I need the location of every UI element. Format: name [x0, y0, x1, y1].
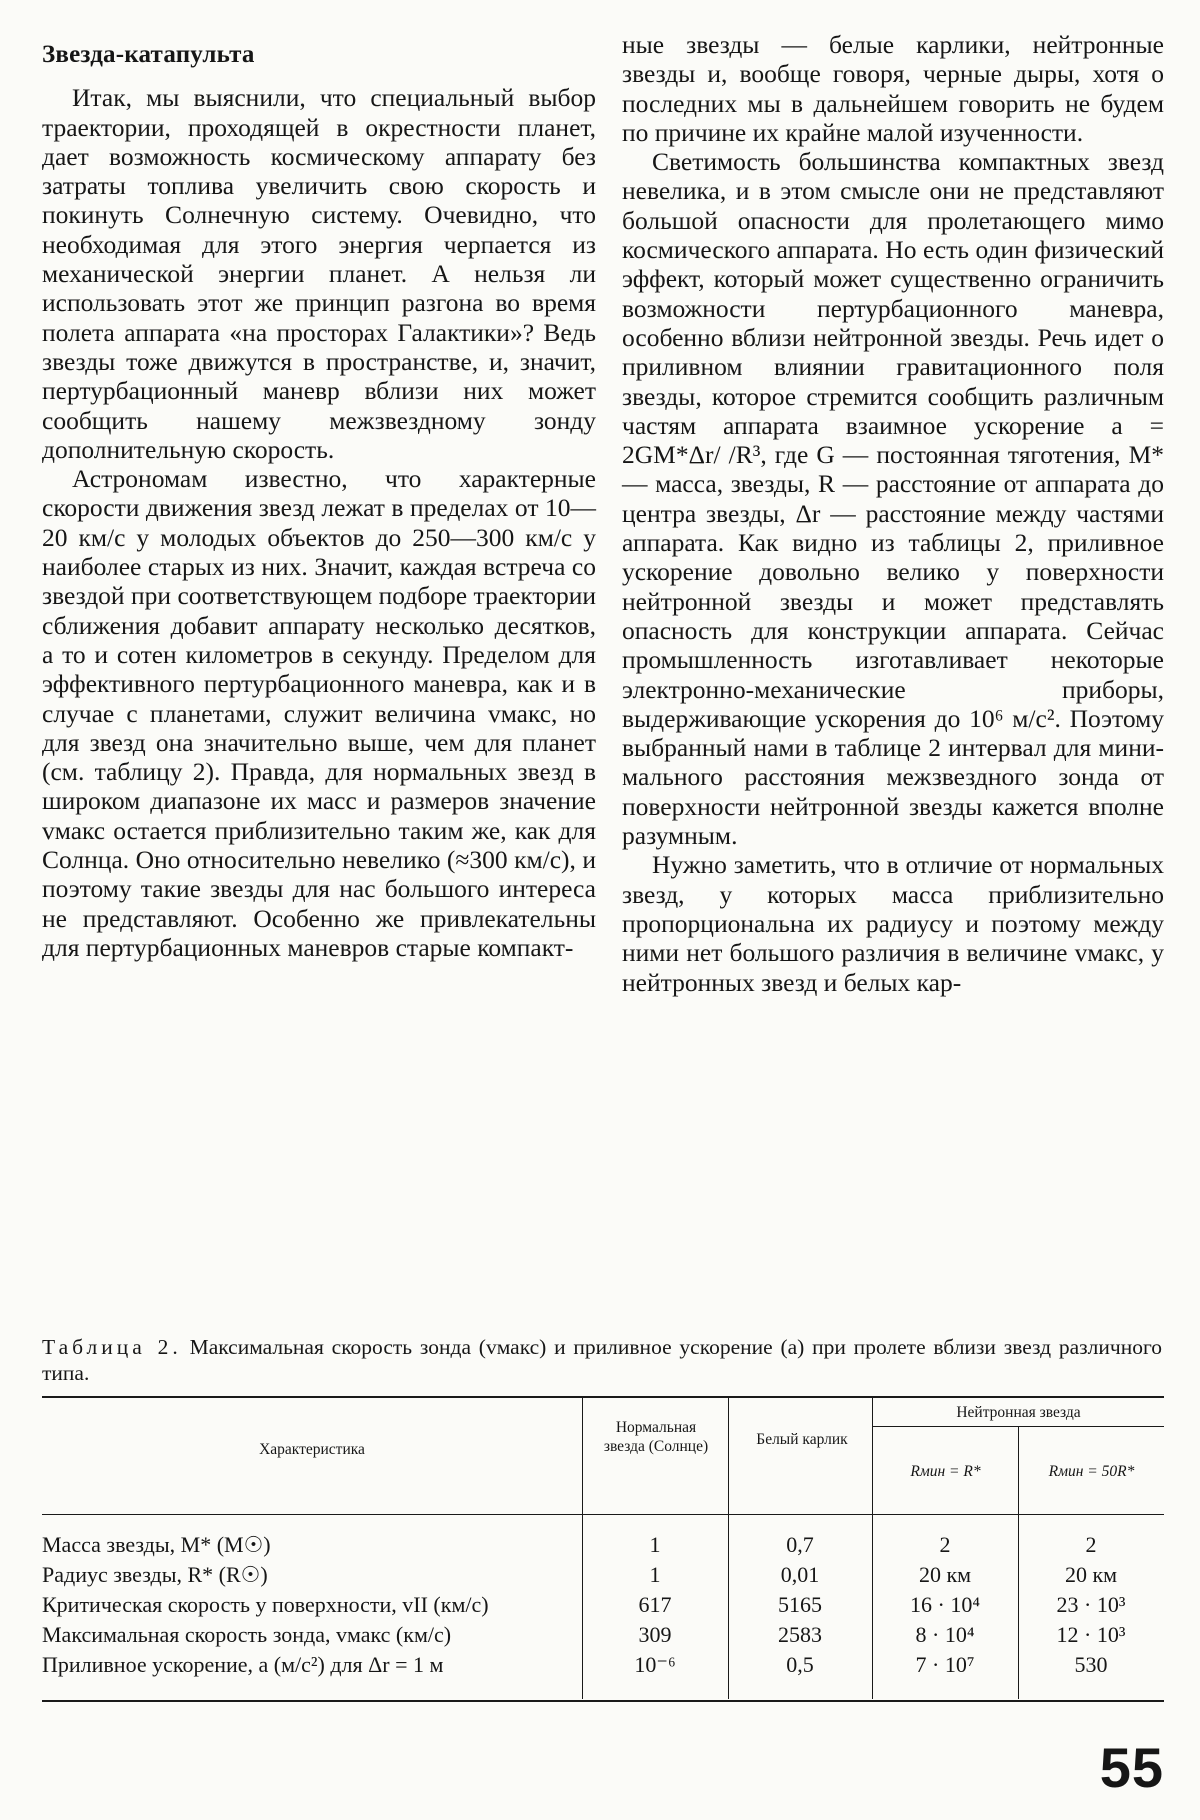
cell-neutron-a: 2 [939, 1532, 951, 1557]
header-neutron-rmin-50: Rмин = 50R* [1048, 1463, 1135, 1480]
article-title: Звезда-катапульта [42, 41, 255, 68]
cell-normal: 309 [638, 1622, 672, 1647]
right-column [622, 30, 1164, 997]
paragraph: Светимость большинства компактных звезд невелика, и в этом смысле они не представляют большой опасности для пролетающего мимо космического аппарата. Но есть один физический эффект, который может существенно ограничить возможности пертурбационного маневра, особенно вблизи нейтронной звезды. Речь идет о приливном влиянии гравитационного поля звезды, которое стремится сообщить различным частям аппарата взаимное ускорение a = 2GM*Δr/ /R³, где G — постоянная тяготения, M* — масса, звезды, R — расстояние от аппарата до центра звезды, Δr — расстояние между частями аппарата. Как видно из таблицы 2, приливное ускорение довольно велико у поверхности нейтронной звезды и может представлять опасность для конструкции аппарата. Сейчас промышленность изготавливает некоторые электронно-механические приборы, выдерживающие ускорения до 10⁶ м/с². Поэтому выбранный нами в таблице 2 интервал для минимального расстояния межзвездного зонда от поверхности нейтронной звезды кажется вполне разумным. [622, 147, 1164, 851]
cell-neutron-b: 23 · 10³ [1056, 1592, 1126, 1617]
cell-neutron-b: 20 км [1064, 1562, 1118, 1587]
table-caption-lead: Таблица 2. [42, 1335, 182, 1359]
cell-normal: 1 [649, 1562, 661, 1587]
table-top-rule [42, 1396, 1164, 1398]
cell-neutron-a: 8 · 10⁴ [915, 1622, 975, 1647]
table-bottom-rule [42, 1700, 1164, 1702]
cell-normal: 617 [638, 1592, 672, 1617]
cell-neutron-b: 2 [1085, 1532, 1097, 1557]
row-label: Масса звезды, M* (M☉) [42, 1532, 271, 1557]
header-white-dwarf: Белый карлик [756, 1431, 848, 1448]
cell-neutron-a: 20 км [918, 1562, 972, 1587]
cell-white-dwarf: 0,01 [780, 1562, 820, 1587]
left-column [42, 30, 596, 962]
cell-normal: 10⁻⁶ [634, 1652, 676, 1677]
row-label: Приливное ускорение, a (м/с²) для Δr = 1 м [42, 1652, 444, 1677]
cell-neutron-a: 16 · 10⁴ [910, 1592, 980, 1617]
table-caption-text: Максимальная скорость зонда (vмакс) и приливное ускорение (a) при пролете вблизи звезд различного типа. [42, 1335, 1163, 1385]
cell-neutron-b: 530 [1074, 1652, 1108, 1677]
cell-neutron-b: 12 · 10³ [1056, 1622, 1126, 1647]
table-caption [42, 1334, 1162, 1386]
header-normal-star: Нормальная звезда (Солнце) [603, 1419, 709, 1455]
cell-normal: 1 [649, 1532, 661, 1557]
paragraph: Нужно заметить, что в отличие от нормальных звезд, у которых масса приблизительно пропорциональна их радиусу и поэтому между ними нет большого различия в величине vмакс, у нейтронных звезд и белых кар- [622, 850, 1164, 997]
cell-white-dwarf: 2583 [778, 1622, 822, 1647]
cell-white-dwarf: 5165 [778, 1592, 822, 1617]
cell-white-dwarf: 0,7 [786, 1532, 814, 1557]
header-neutron-rmin-1: Rмин = R* [910, 1463, 981, 1480]
cell-neutron-a: 7 · 10⁷ [915, 1652, 975, 1677]
row-label: Максимальная скорость зонда, vмакс (км/с) [42, 1622, 452, 1647]
cell-white-dwarf: 0,5 [786, 1652, 814, 1677]
header-characteristic: Характеристика [259, 1441, 365, 1458]
header-neutron-star: Нейтронная звезда [956, 1404, 1081, 1421]
row-label: Радиус звезды, R* (R☉) [42, 1562, 268, 1587]
table-subheader-rule [873, 1426, 1164, 1427]
row-label: Критическая скорость у поверхности, vII (км/с) [42, 1592, 489, 1617]
paragraph: Итак, мы выяснили, что специальный выбор траектории, проходящей в окрестности планет, дает возможность космическому аппарату без затраты топлива увеличить свою скорость и покинуть Солнечную систему. Очевидно, что необходимая для этого энергия черпается из механической энергии планет. А нельзя ли использовать этот же принцип разгона во время полета аппарата «на просторах Галактики»? Ведь звезды тоже движутся в пространстве, и, значит, пертурбационный маневр вблизи них может сообщить нашему межзвездному зонду дополнительную скорость. [42, 83, 596, 464]
paragraph: ные звезды — белые карлики, нейтронные звезды и, вообще говоря, черные дыры, хотя о последних мы в дальнейшем говорить не будем по причине их крайне малой изученности. [622, 30, 1164, 147]
table-header-rule [42, 1514, 1164, 1515]
page-number: 55 [1099, 1736, 1164, 1799]
paragraph: Астрономам известно, что характерные скорости движения звезд лежат в пределах от 10—20 км/с у молодых объектов до 250—300 км/с у наиболее старых из них. Значит, каждая встреча со звездой при соответствующем подборе траектории сближения добавит аппарату несколько десятков, а то и сотен километров в секунду. Пределом для эффективного пертурбационного маневра, как и в случае с планетами, служит величина vмакс, но для звезд она значительно выше, чем для планет (см. таблицу 2). Правда, для нормальных звезд в широком диапазоне их масс и размеров значение vмакс остается приблизительно таким же, как для Солнца. Оно относительно невелико (≈300 км/с), и поэтому такие звезды для нас большого интереса не представляют. Особенно же привлекательны для пертурбационных маневров старые компакт- [42, 464, 596, 962]
